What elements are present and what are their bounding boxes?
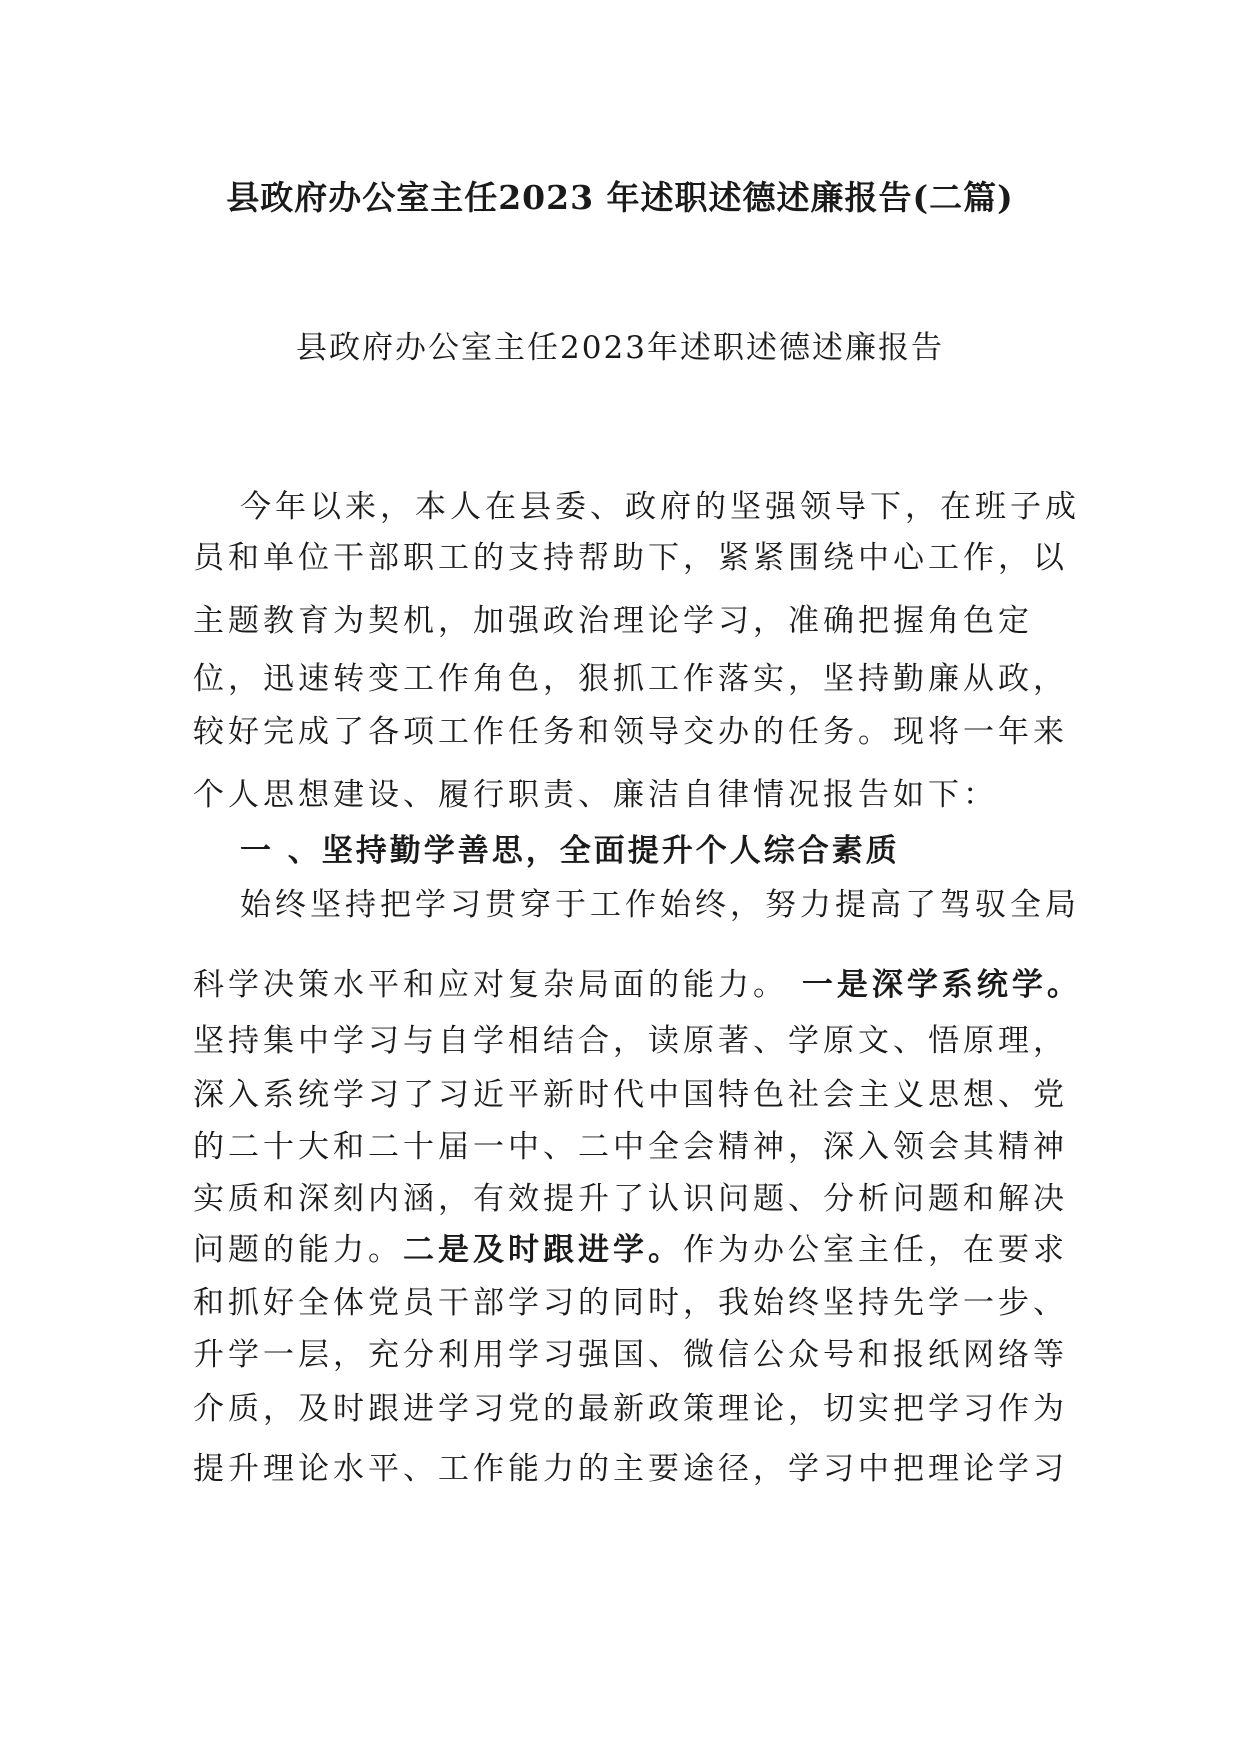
paragraph-line: 介质，及时跟进学习党的最新政策理论，切实把学习作为 [193, 1391, 1068, 1427]
paragraph-line: 今年以来，本人在县委、政府的坚强领导下，在班子成 [240, 489, 1080, 525]
paragraph-line: 个人思想建设、履行职责、廉洁自律情况报告如下： [193, 777, 998, 813]
paragraph-line: 和抓好全体党员干部学习的同时，我始终坚持先学一步、 [193, 1285, 1068, 1321]
paragraph-line: 实质和深刻内涵，有效提升了认识问题、分析问题和解决 [193, 1181, 1068, 1217]
section-heading: 一 、坚持勤学善思，全面提升个人综合素质 [240, 833, 900, 869]
document-subtitle: 县政府办公室主任2023年述职述德述廉报告 [296, 330, 944, 366]
paragraph-line: 深入系统学习了习近平新时代中国特色社会主义思想、党 [193, 1077, 1068, 1113]
line-text: 科学决策水平和应对复杂局面的能力。 [193, 967, 788, 1003]
paragraph-line: 主题教育为契机，加强政治理论学习，准确把握角色定 [193, 603, 1033, 639]
document-title: 县政府办公室主任2023 年述职述德述廉报告(二篇) [226, 178, 1014, 217]
paragraph-line: 升学一层，充分利用学习强国、微信公众号和报纸网络等 [193, 1337, 1068, 1373]
paragraph-line: 员和单位干部职工的支持帮助下，紧紧围绕中心工作，以 [193, 540, 1068, 576]
paragraph-line: 始终坚持把学习贯穿于工作始终，努力提高了驾驭全局 [240, 887, 1080, 923]
paragraph-line: 提升理论水平、工作能力的主要途径，学习中把理论学习 [193, 1451, 1068, 1487]
paragraph-line: 的二十大和二十届一中、二中全会精神，深入领会其精神 [193, 1129, 1068, 1165]
bold-keyphrase: 二是及时跟进学。 [403, 1232, 683, 1268]
paragraph-line [193, 965, 1082, 1005]
paragraph-line: 坚持集中学习与自学相结合，读原著、学原文、悟原理， [193, 1023, 1068, 1059]
paragraph-line: 较好完成了各项工作任务和领导交办的任务。现将一年来 [193, 714, 1068, 750]
line-text: 作为办公室主任，在要求 [683, 1232, 1068, 1268]
paragraph-line [193, 1230, 1068, 1270]
line-text: 问题的能力。 [193, 1232, 403, 1268]
bold-keyphrase: 一是深学系统学。 [801, 967, 1082, 1003]
paragraph-line: 位，迅速转变工作角色，狠抓工作落实，坚持勤廉从政， [193, 661, 1068, 697]
